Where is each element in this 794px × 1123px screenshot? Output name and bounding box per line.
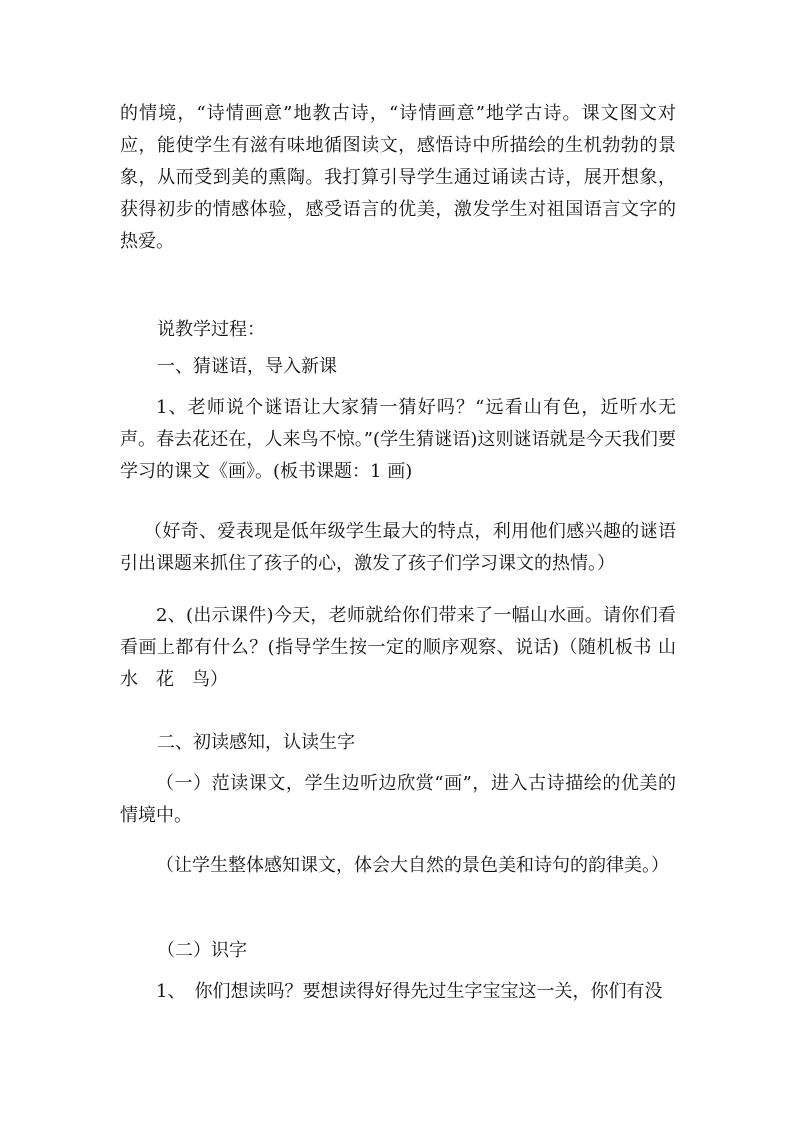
intro-paragraph: 的情境，“诗情画意”地教古诗，“诗情画意”地学古诗。课文图文对应，能使学生有滋有味地循图读文，感悟诗中所描绘的生机勃勃的景象，从而受到美的熏陶。我打算引导学生通过诵读古诗，展开想象，获得初步的情感体验，感受语言的优美，激发学生对祖国语言文字的热爱。 [120,103,676,252]
paragraph-model-reading: （一）范读课文，学生边听边欣赏“画”，进入古诗描绘的优美的情境中。 [120,773,676,826]
paragraph-riddle-step-1: 1、老师说个谜语让大家猜一猜好吗？“远看山有色，近听水无声。春去花还在，人来鸟不惊。”(学生猜谜语)这则谜语就是今天我们要学习的课文《画》。(板书课题：1 画) [120,397,676,482]
section-heading-first-reading: 二、初读感知，认读生字 [157,732,355,753]
section-heading-literacy: （二）识字 [157,940,247,961]
paragraph-riddle-step-2: 2、(出示课件)今天，老师就给你们带来了一幅山水画。请你们看看画上都有什么？(指导学生按一定的顺序观察、说话)（随机板书 山 水 花 鸟） [120,605,694,690]
section-heading-riddle: 一、猜谜语，导入新课 [157,356,337,377]
paragraph-reading-note: （让学生整体感知课文，体会大自然的景色美和诗句的韵律美。） [156,855,669,876]
paragraph-riddle-note: （好奇、爱表现是低年级学生最大的特点，利用他们感兴趣的谜语引出课题来抓住了孩子的心，激发了孩子们学习课文的热情。） [120,521,676,574]
section-heading-teaching-process: 说教学过程： [157,319,265,340]
paragraph-literacy-step-1: 1、 你们想读吗？要想读得好得先过生字宝宝这一关，你们有没 [156,981,663,1002]
